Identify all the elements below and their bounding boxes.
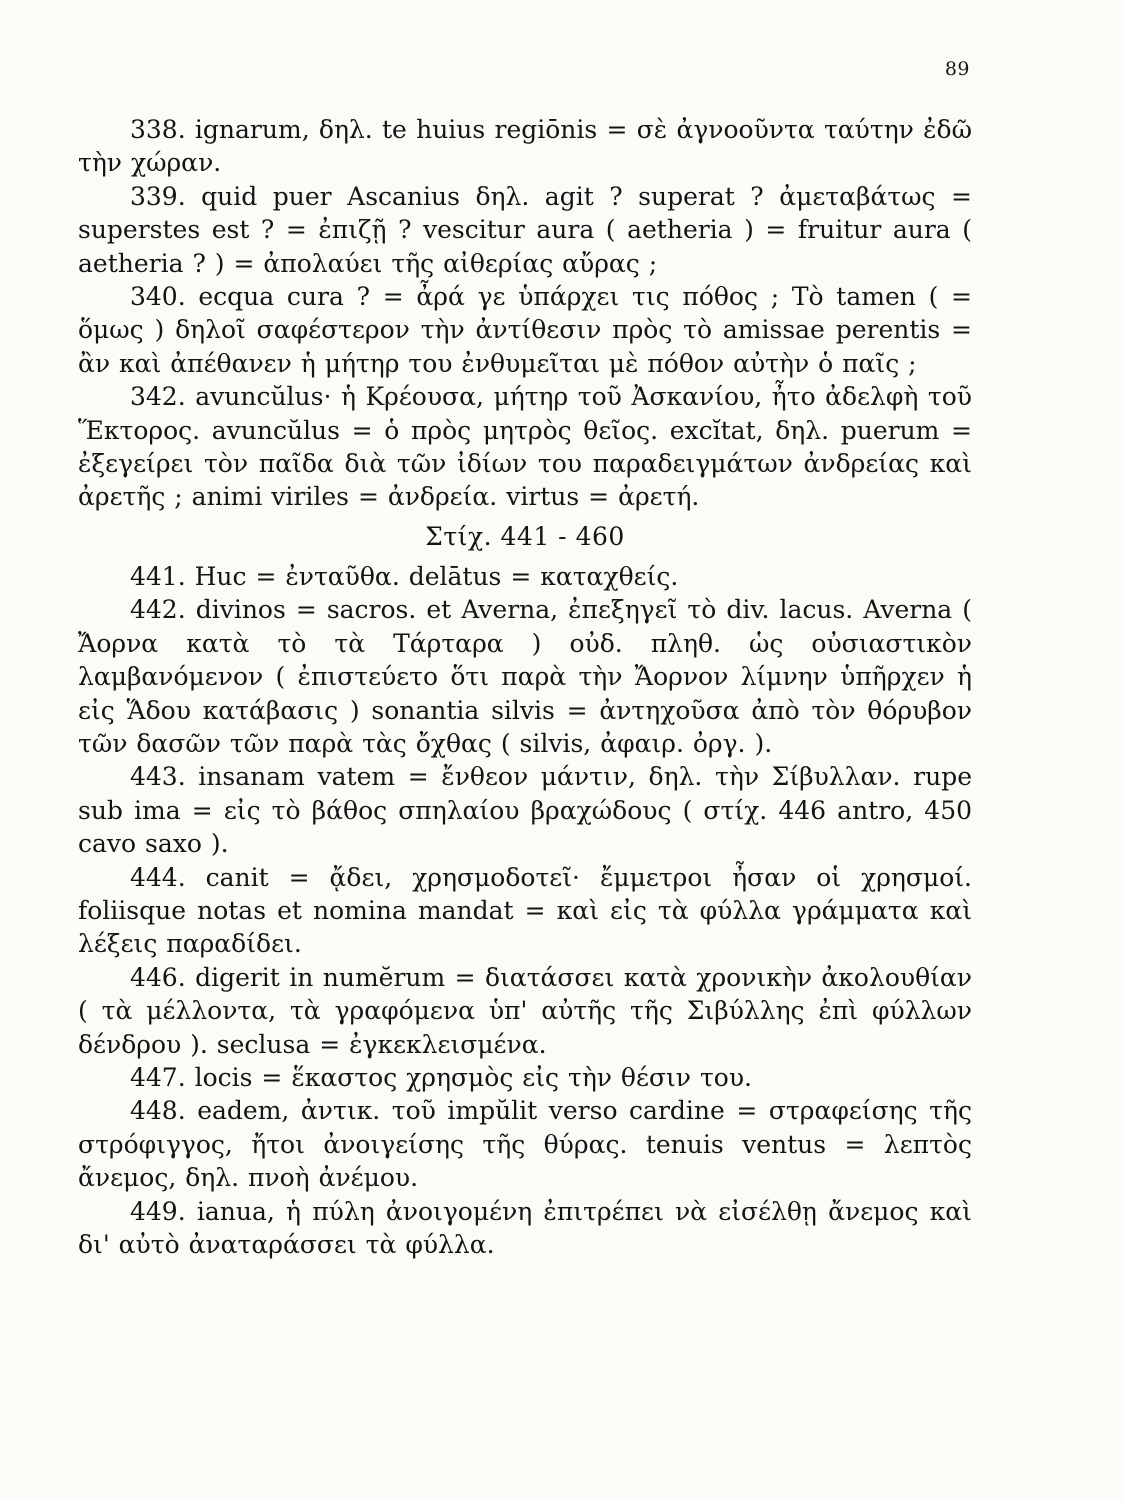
book-page xyxy=(78,0,972,1500)
section-heading: Στίχ. 441 - 460 xyxy=(425,521,625,551)
note-338: 338. ignarum, δηλ. te huius regiōnis = σὲ ἀγνοοῦντα ταύτην ἐδῶ τὴν χώραν. xyxy=(78,115,972,178)
note-448: 448. eadem, ἀντικ. τοῦ impŭlit verso cardine = στραφείσης τῆς στρόφιγγος, ἤτοι ἀνοιγείσης τῆς θύρας. tenuis ventus = λεπτὸς ἄνεμος, δηλ. πνοὴ ἀνέμου. xyxy=(78,1096,972,1193)
note-447: 447. locis = ἕκαστος χρησμὸς εἰς τὴν θέσιν του. xyxy=(130,1062,752,1092)
note-444: 444. canit = ᾄδει, χρησμοδοτεῖ· ἔμμετροι ἦσαν οἱ χρησμοί. foliisque notas et nomina mandat = καὶ εἰς τὰ φύλλα γράμματα καὶ λέξεις παραδίδει. xyxy=(78,862,972,959)
note-449: 449. ianua, ἡ πύλη ἀνοιγομένη ἐπιτρέπει νὰ εἰσέλθῃ ἄνεμος καὶ δι' αὐτὸ ἀναταράσσει τὰ φύλλα. xyxy=(78,1196,972,1259)
page-number: 89 xyxy=(944,58,970,80)
note-442: 442. divinos = sacros. et Averna, ἐπεξηγεῖ τὸ div. lacus. Averna ( Ἄορνα κατὰ τὸ τὰ Τάρταρα ) οὐδ. πληθ. ὡς οὐσιαστικὸν λαμβανόμενον ( ἐπιστεύετο ὅτι παρὰ τὴν Ἄορνον λίμνην ὑπῆρχεν ἡ εἰς Ἅδου κατάβασις ) sonantia silvis = ἀντηχοῦσα ἀπὸ τὸν θόρυβον τῶν δασῶν τῶν παρὰ τὰς ὄχθας ( silvis, ἀφαιρ. ὀργ. ). xyxy=(78,595,972,758)
note-446: 446. digerit in numĕrum = διατάσσει κατὰ χρονικὴν ἀκολουθίαν ( τὰ μέλλοντα, τὰ γραφόμενα ὑπ' αὐτῆς τῆς Σιβύλλης ἐπὶ φύλλων δένδρου ). seclusa = ἐγκεκλεισμένα. xyxy=(78,962,972,1059)
commentary-body xyxy=(78,113,972,1261)
note-342: 342. avuncŭlus· ἡ Κρέουσα, μήτηρ τοῦ Ἀσκανίου, ἦτο ἀδελφὴ τοῦ Ἕκτορος. avuncŭlus = ὁ πρὸς μητρὸς θεῖος. excĭtat, δηλ. puerum = ἐξεγείρει τὸν παῖδα διὰ τῶν ἰδίων του παραδειγμάτων ἀνδρείας καὶ ἀρετῆς ; animi viriles = ἀνδρεία. virtus = ἀρετή. xyxy=(78,382,972,512)
note-443: 443. insanam vatem = ἔνθεον μάντιν, δηλ. τὴν Σίβυλλαν. rupe sub ima = εἰς τὸ βάθος σπηλαίου βραχώδους ( στίχ. 446 antro, 450 cavo saxo ). xyxy=(78,762,972,859)
note-339: 339. quid puer Ascanius δηλ. agit ? superat ? ἀμεταβάτως = superstes est ? = ἐπιζῇ ? vescitur aura ( aetheria ) = fruitur aura ( aetheria ? ) = ἀπολαύει τῆς αἰθερίας αὔρας ; xyxy=(78,181,972,278)
note-441: 441. Huc = ἐνταῦθα. delātus = καταχθείς. xyxy=(130,561,679,591)
note-340: 340. ecqua cura ? = ἆρά γε ὑπάρχει τις πόθος ; Τὸ tamen ( = ὅμως ) δηλοῖ σαφέστερον τὴν ἀντίθεσιν πρὸς τὸ amissae perentis = ἂν καὶ ἀπέθανεν ἡ μήτηρ του ἐνθυμεῖται μὲ πόθον αὐτὴν ὁ παῖς ; xyxy=(78,282,972,378)
